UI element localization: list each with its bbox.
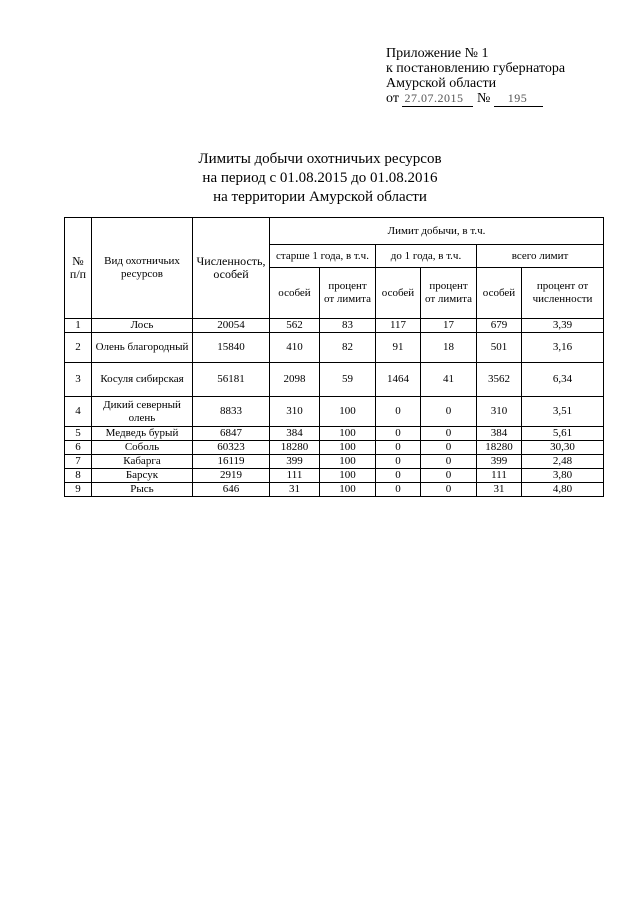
cell-population: 646 bbox=[193, 483, 270, 497]
cell-young-pct: 17 bbox=[421, 319, 477, 333]
cell-total-pct: 6,34 bbox=[522, 363, 604, 397]
cell-total-pct: 3,51 bbox=[522, 397, 604, 427]
cell-num: 3 bbox=[65, 363, 92, 397]
header-total: всего лимит bbox=[477, 245, 604, 268]
cell-young-count: 91 bbox=[376, 333, 421, 363]
cell-young-count: 1464 bbox=[376, 363, 421, 397]
cell-num: 1 bbox=[65, 319, 92, 333]
cell-num: 2 bbox=[65, 333, 92, 363]
header-young-count: особей bbox=[376, 268, 421, 319]
cell-species: Косуля сибирская bbox=[92, 363, 193, 397]
cell-adult-pct: 82 bbox=[320, 333, 376, 363]
cell-total-count: 31 bbox=[477, 483, 522, 497]
cell-species: Медведь бурый bbox=[92, 427, 193, 441]
cell-adult-count: 31 bbox=[270, 483, 320, 497]
cell-total-count: 501 bbox=[477, 333, 522, 363]
cell-adult-pct: 100 bbox=[320, 397, 376, 427]
cell-population: 56181 bbox=[193, 363, 270, 397]
title-line-3: на территории Амурской области bbox=[213, 189, 427, 205]
cell-total-count: 111 bbox=[477, 469, 522, 483]
cell-adult-pct: 59 bbox=[320, 363, 376, 397]
cell-population: 6847 bbox=[193, 427, 270, 441]
cell-young-pct: 18 bbox=[421, 333, 477, 363]
table-row bbox=[65, 319, 604, 333]
annex-date-number bbox=[386, 91, 565, 107]
cell-total-count: 18280 bbox=[477, 441, 522, 455]
annex-date: 27.07.2015 bbox=[402, 91, 473, 107]
cell-total-pct: 3,80 bbox=[522, 469, 604, 483]
annex-block bbox=[386, 46, 565, 107]
cell-young-count: 0 bbox=[376, 455, 421, 469]
cell-total-pct: 5,61 bbox=[522, 427, 604, 441]
header-species: Вид охотничьих ресурсов bbox=[92, 218, 193, 319]
title-line-1: Лимиты добычи охотничьих ресурсов bbox=[198, 151, 442, 167]
cell-young-pct: 0 bbox=[421, 469, 477, 483]
table-row bbox=[65, 333, 604, 363]
cell-young-count: 0 bbox=[376, 469, 421, 483]
table-row bbox=[65, 427, 604, 441]
header-adult: старше 1 года, в т.ч. bbox=[270, 245, 376, 268]
header-young-pct: процент от лимита bbox=[421, 268, 477, 319]
cell-species: Дикий северный олень bbox=[92, 397, 193, 427]
cell-total-count: 384 bbox=[477, 427, 522, 441]
cell-young-pct: 0 bbox=[421, 441, 477, 455]
cell-total-pct: 3,16 bbox=[522, 333, 604, 363]
header-adult-count: особей bbox=[270, 268, 320, 319]
table-row bbox=[65, 455, 604, 469]
cell-population: 60323 bbox=[193, 441, 270, 455]
cell-young-count: 0 bbox=[376, 441, 421, 455]
cell-adult-count: 384 bbox=[270, 427, 320, 441]
cell-total-pct: 2,48 bbox=[522, 455, 604, 469]
cell-species: Барсук bbox=[92, 469, 193, 483]
cell-adult-count: 111 bbox=[270, 469, 320, 483]
cell-species: Лось bbox=[92, 319, 193, 333]
cell-adult-count: 399 bbox=[270, 455, 320, 469]
cell-population: 8833 bbox=[193, 397, 270, 427]
annex-number: 195 bbox=[494, 91, 544, 107]
cell-adult-count: 562 bbox=[270, 319, 320, 333]
cell-species: Кабарга bbox=[92, 455, 193, 469]
cell-total-pct: 3,39 bbox=[522, 319, 604, 333]
cell-species: Олень благородный bbox=[92, 333, 193, 363]
cell-total-count: 310 bbox=[477, 397, 522, 427]
cell-adult-pct: 100 bbox=[320, 441, 376, 455]
cell-population: 16119 bbox=[193, 455, 270, 469]
cell-adult-pct: 100 bbox=[320, 469, 376, 483]
cell-total-count: 3562 bbox=[477, 363, 522, 397]
cell-species: Соболь bbox=[92, 441, 193, 455]
cell-total-count: 399 bbox=[477, 455, 522, 469]
table-body bbox=[65, 319, 604, 497]
header-population: Численность, особей bbox=[193, 218, 270, 319]
cell-num: 7 bbox=[65, 455, 92, 469]
cell-young-pct: 0 bbox=[421, 483, 477, 497]
annex-number-label: № bbox=[476, 91, 491, 106]
cell-adult-pct: 83 bbox=[320, 319, 376, 333]
cell-population: 2919 bbox=[193, 469, 270, 483]
header-limit: Лимит добычи, в т.ч. bbox=[270, 218, 604, 245]
cell-adult-count: 410 bbox=[270, 333, 320, 363]
cell-population: 20054 bbox=[193, 319, 270, 333]
annex-from-label: от bbox=[386, 91, 399, 106]
title-line-2: на период с 01.08.2015 до 01.08.2016 bbox=[202, 170, 438, 186]
cell-young-pct: 41 bbox=[421, 363, 477, 397]
cell-young-pct: 0 bbox=[421, 397, 477, 427]
annex-decree-line: к постановлению губернатора bbox=[386, 61, 566, 76]
cell-young-pct: 0 bbox=[421, 427, 477, 441]
header-total-pct: процент от численности bbox=[522, 268, 604, 319]
cell-adult-count: 18280 bbox=[270, 441, 320, 455]
header-num: № п/п bbox=[65, 218, 92, 319]
cell-num: 6 bbox=[65, 441, 92, 455]
header-row-1 bbox=[65, 218, 604, 245]
cell-total-pct: 30,30 bbox=[522, 441, 604, 455]
cell-species: Рысь bbox=[92, 483, 193, 497]
cell-num: 8 bbox=[65, 469, 92, 483]
table-row bbox=[65, 441, 604, 455]
header-total-count: особей bbox=[477, 268, 522, 319]
cell-young-count: 0 bbox=[376, 483, 421, 497]
header-adult-pct: процент от лимита bbox=[320, 268, 376, 319]
cell-num: 5 bbox=[65, 427, 92, 441]
cell-adult-count: 310 bbox=[270, 397, 320, 427]
cell-young-count: 117 bbox=[376, 319, 421, 333]
document-title bbox=[0, 150, 640, 207]
cell-young-pct: 0 bbox=[421, 455, 477, 469]
cell-young-count: 0 bbox=[376, 427, 421, 441]
limits-table bbox=[64, 217, 604, 497]
table-row bbox=[65, 483, 604, 497]
table-row bbox=[65, 397, 604, 427]
annex-title: Приложение № 1 bbox=[386, 46, 489, 61]
cell-total-count: 679 bbox=[477, 319, 522, 333]
cell-adult-pct: 100 bbox=[320, 455, 376, 469]
cell-population: 15840 bbox=[193, 333, 270, 363]
cell-total-pct: 4,80 bbox=[522, 483, 604, 497]
cell-adult-count: 2098 bbox=[270, 363, 320, 397]
cell-adult-pct: 100 bbox=[320, 427, 376, 441]
annex-region-line: Амурской области bbox=[386, 76, 497, 91]
table-row bbox=[65, 469, 604, 483]
table-row bbox=[65, 363, 604, 397]
cell-young-count: 0 bbox=[376, 397, 421, 427]
header-young: до 1 года, в т.ч. bbox=[376, 245, 477, 268]
cell-adult-pct: 100 bbox=[320, 483, 376, 497]
cell-num: 9 bbox=[65, 483, 92, 497]
cell-num: 4 bbox=[65, 397, 92, 427]
